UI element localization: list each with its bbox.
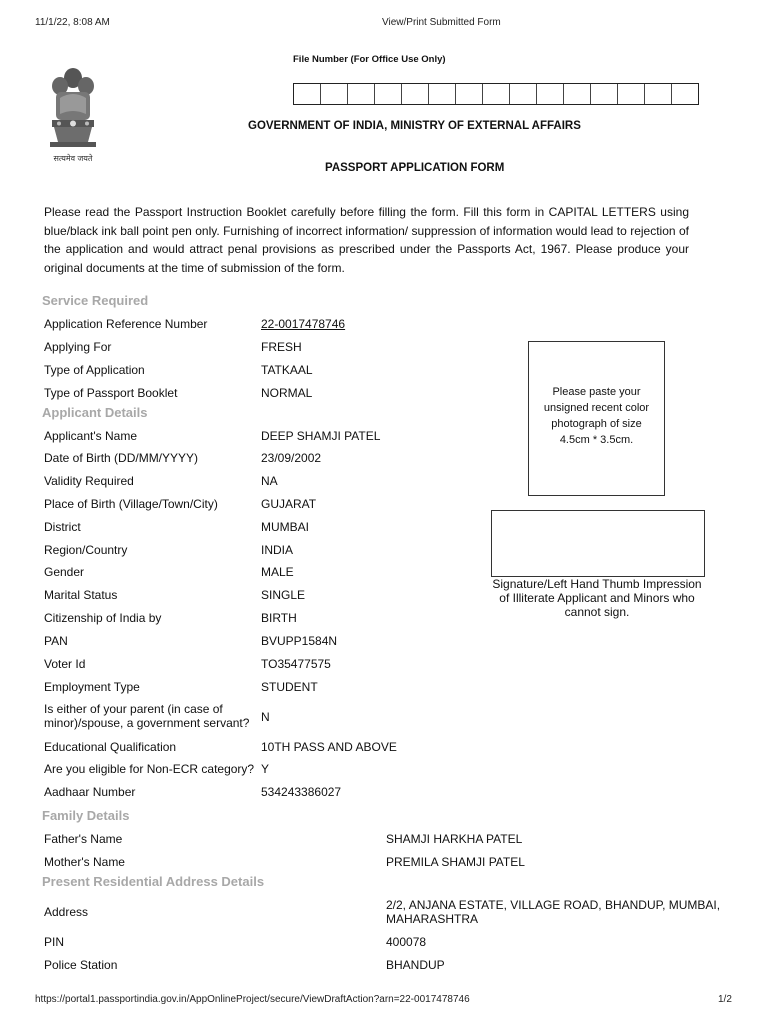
value-gender: MALE [261,565,294,579]
print-page-number: 1/2 [718,994,732,1005]
signature-caption-line: Signature/Left Hand Thumb Impression [492,577,702,591]
section-service-required: Service Required [42,293,149,308]
print-title: View/Print Submitted Form [382,17,501,28]
value-pin: 400078 [386,935,427,949]
label-address: Address [44,905,89,919]
photo-placeholder-box [528,341,665,496]
label-parent-govt-servant-line1: Is either of your parent (in case of [44,702,223,716]
label-parent-govt-servant-line2: minor)/spouse, a government servant? [44,716,250,730]
photo-instruction-line: 4.5cm * 3.5cm. [559,434,634,446]
value-aadhaar: 534243386027 [261,785,342,799]
photo-instruction-line: photograph of size [551,418,642,430]
value-citizenship: BIRTH [261,611,297,625]
label-booklet-type: Type of Passport Booklet [44,386,178,400]
national-emblem-logo [42,64,104,163]
section-applicant-details: Applicant Details [42,405,148,420]
file-number-label: File Number (For Office Use Only) [293,54,446,65]
label-district: District [44,520,81,534]
value-education: 10TH PASS AND ABOVE [261,740,397,754]
value-pan: BVUPP1584N [261,634,338,648]
label-non-ecr: Are you eligible for Non-ECR category? [44,762,255,776]
label-pin: PIN [44,935,65,949]
label-place-of-birth: Place of Birth (Village/Town/City) [44,497,218,511]
value-date-of-birth: 23/09/2002 [261,451,322,465]
value-applying-for: FRESH [261,340,302,354]
label-region-country: Region/Country [44,543,128,557]
print-footer-url: https://portal1.passportindia.gov.in/AppOnlineProject/secure/ViewDraftAction?arn=22-0017478746 [35,994,470,1005]
label-date-of-birth: Date of Birth (DD/MM/YYYY) [44,451,199,465]
signature-box [491,510,705,577]
label-police-station: Police Station [44,958,118,972]
emblem-motto: सत्यमेव जयते [53,154,93,163]
lion-capital-icon [42,64,104,148]
section-address-details: Present Residential Address Details [42,874,265,889]
signature-caption-line: of Illiterate Applicant and Minors who [499,591,695,605]
label-validity: Validity Required [44,474,134,488]
photo-instruction-line: unsigned recent color [543,402,650,414]
value-booklet-type: NORMAL [261,386,313,400]
label-applicant-name: Applicant's Name [44,429,137,443]
government-heading: GOVERNMENT OF INDIA, MINISTRY OF EXTERNAL AFFAIRS [248,120,581,132]
value-employment-type: STUDENT [261,680,318,694]
label-marital-status: Marital Status [44,588,118,602]
value-validity: NA [261,474,278,488]
label-parent-govt-servant [44,702,249,730]
value-applicant-name: DEEP SHAMJI PATEL [261,429,381,443]
value-address [386,898,720,926]
print-datetime: 11/1/22, 8:08 AM [35,17,110,28]
label-gender: Gender [44,565,85,579]
photo-instruction-line: Please paste your [552,386,641,398]
label-voter-id: Voter Id [44,657,86,671]
label-father-name: Father's Name [44,832,123,846]
value-father-name: SHAMJI HARKHA PATEL [386,832,523,846]
value-address-line1: 2/2, ANJANA ESTATE, VILLAGE ROAD, BHANDUP, MUMBAI, [386,898,721,912]
value-police-station: BHANDUP [386,958,445,972]
form-title: PASSPORT APPLICATION FORM [325,162,505,174]
value-region-country: INDIA [261,543,294,557]
label-citizenship: Citizenship of India by [44,611,162,625]
value-reference-number: 22-0017478746 [261,317,346,331]
value-marital-status: SINGLE [261,588,306,602]
value-district: MUMBAI [261,520,309,534]
label-applying-for: Applying For [44,340,112,354]
value-mother-name: PREMILA SHAMJI PATEL [386,855,525,869]
section-family-details: Family Details [42,808,130,823]
label-aadhaar: Aadhaar Number [44,785,136,799]
label-type-of-application: Type of Application [44,363,145,377]
file-number-boxes [293,83,699,105]
value-non-ecr: Y [261,762,270,776]
value-parent-govt-servant: N [261,710,270,724]
signature-caption-line: cannot sign. [564,605,630,619]
label-employment-type: Employment Type [44,680,140,694]
label-pan: PAN [44,634,68,648]
label-reference-number: Application Reference Number [44,317,208,331]
value-place-of-birth: GUJARAT [261,497,317,511]
instructions-paragraph: Please read the Passport Instruction Booklet carefully before filling the form. Fill this form in CAPITAL LETTERS using blue/black ink ball point pen only. Furnishing of incorrect information/ suppression of information would lead to rejection of the application and would attract penal provisions as prescribed under the Passports Act, 1967. Please produce your original documents at the time of submission of the form. [44,205,689,275]
label-education: Educational Qualification [44,740,177,754]
signature-caption [491,577,703,619]
value-address-line2: MAHARASHTRA [386,912,479,926]
label-mother-name: Mother's Name [44,855,125,869]
value-voter-id: TO35477575 [261,657,331,671]
value-type-of-application: TATKAAL [261,363,313,377]
